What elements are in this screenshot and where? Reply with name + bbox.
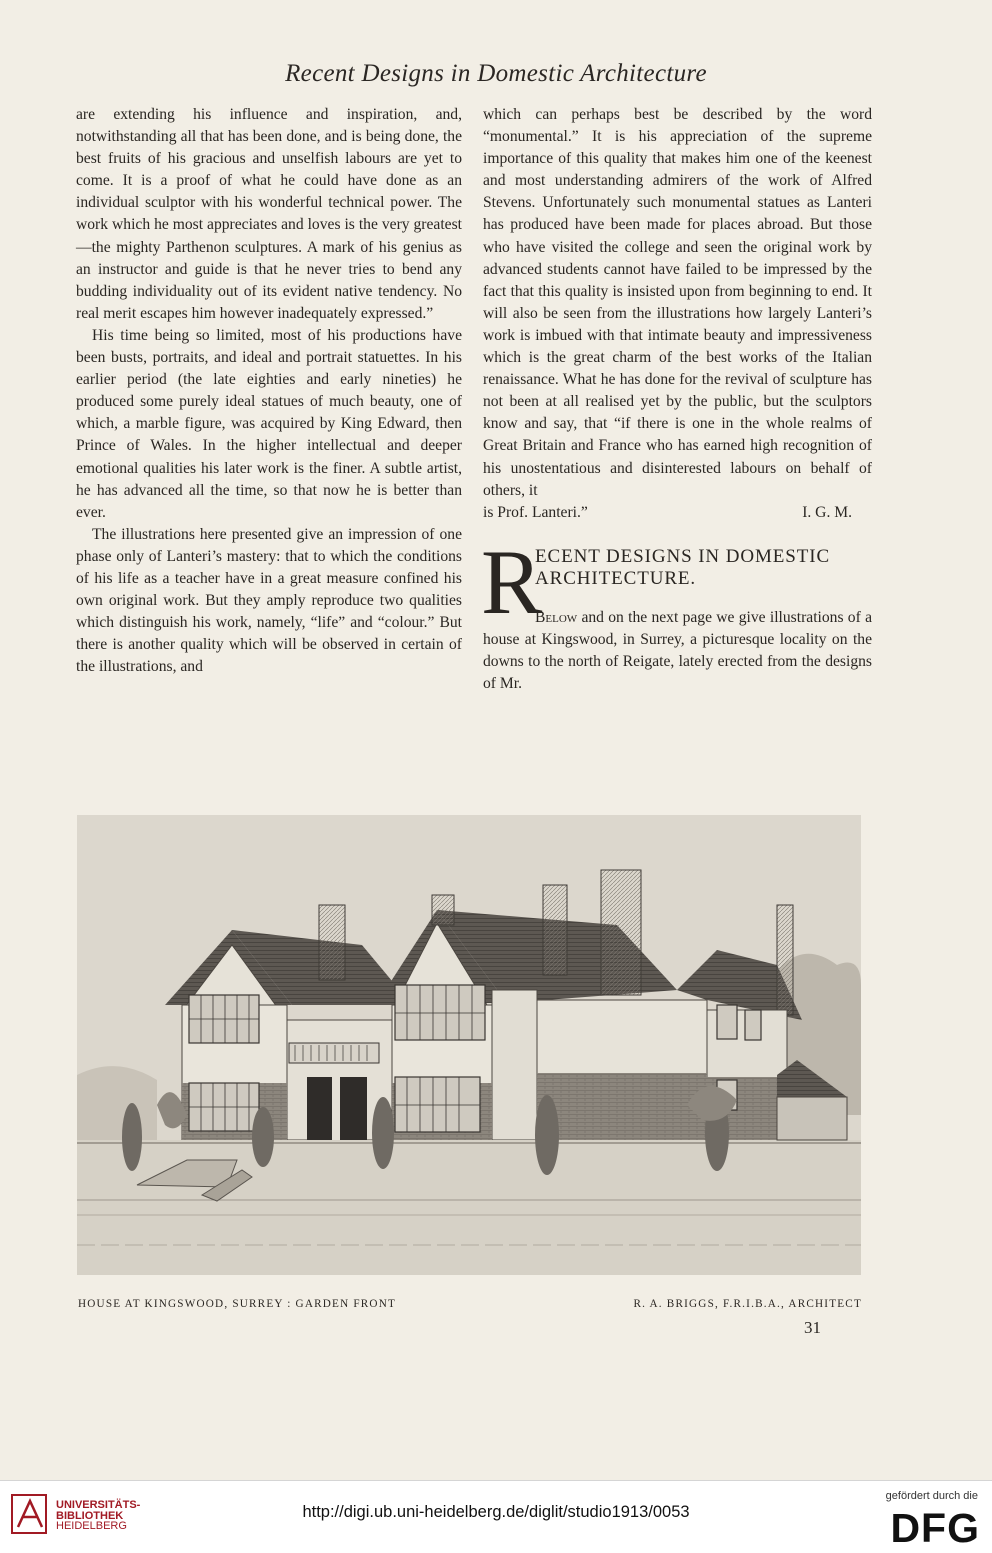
left-column bbox=[76, 104, 462, 678]
intro-text: and on the next page we give illustrations of a house at Kingswood, in Surrey, a picturesque locality on the downs to the north of Reigate, lately erected from the designs of Mr. bbox=[483, 608, 872, 693]
signature-line bbox=[483, 502, 872, 524]
figure-credit: R. A. BRIGGS, F.R.I.B.A., ARCHITECT bbox=[633, 1298, 862, 1310]
paragraph: The illustrations here presented give an impression of one phase only of Lanteri’s mastery: that to which the conditions of his life as a teacher have in a great measure confined his own original work. But they amply reproduce two qualities which distinguish his work, namely, “life” and “colour.” But there is another quality which will be observed in certain of the illustrations, and bbox=[76, 525, 462, 676]
page-number: 31 bbox=[804, 1318, 821, 1337]
source-link[interactable]: http://digi.ub.uni-heidelberg.de/diglit/studio1913/0053 bbox=[302, 1503, 690, 1521]
author-initials: I. G. M. bbox=[802, 503, 852, 521]
library-name: UNIVERSITÄTS- BIBLIOTHEK HEIDELBERG bbox=[56, 1499, 141, 1532]
dfg-logo: DFG bbox=[890, 1505, 980, 1551]
house-illustration bbox=[77, 815, 861, 1275]
heading-line-2: ARCHITECTURE. bbox=[535, 567, 697, 589]
paragraph: are extending his influence and inspiration, and, notwithstanding all that has been done, and is being done, the best fruits of his gracious and unselfish labours are yet to come. It is a proof of what he could have done as an individual sculptor with his wonderful technical power. The work which he most appreciates and loves is the very greatest—the mighty Parthenon sculptures. A mark of his genius as an instructor and guide is that he never tries to bend any budding individuality out of its evident native tendency. No real merit escapes him however inadequately expressed.” bbox=[76, 106, 462, 322]
running-head: Recent Designs in Domestic Architecture bbox=[285, 60, 707, 87]
paragraph: which can perhaps best be described by the word “monumental.” It is his appreciation of the supreme importance of this quality that makes him one of the keenest and most understanding admirers of the work of Alfred Stevens. Unfortunately such monumental statues as Lanteri has produced have been made for places abroad. But those who have visited the college and seen the original work by advanced students cannot have failed to be impressed by the fact that this quality is insisted upon from beginning to end. It will also be seen from the illustrations how largely Lanteri’s work is imbued with that intimate beauty and impressiveness which is the great charm of the best works of the Italian renaissance. What he has done for the revival of sculpture has not been at all realised yet by the public, but the sculptors know and say, that “if there is one in the whole realms of Great Britain and France who has earned high recognition of his unostentatious and disinterested labours on behalf of others, it bbox=[483, 106, 872, 499]
digitization-footer bbox=[0, 1480, 992, 1553]
article-heading bbox=[481, 530, 872, 693]
closing-text: is Prof. Lanteri.” bbox=[483, 503, 588, 521]
funding-label: gefördert durch die bbox=[885, 1490, 978, 1502]
figure-caption: HOUSE AT KINGSWOOD, SURREY : GARDEN FRONT bbox=[78, 1298, 397, 1310]
drop-cap: R bbox=[481, 530, 543, 633]
right-column bbox=[481, 104, 872, 693]
house-drawing bbox=[77, 815, 861, 1275]
article-intro bbox=[483, 607, 872, 695]
heading-line-1: ECENT DESIGNS IN DOMESTIC bbox=[535, 545, 831, 567]
paragraph: His time being so limited, most of his productions have been busts, portraits, and ideal and portrait statuettes. In his earlier period (the late eighties and early nineties) he produced some purely ideal statues of much beauty, one of which, a marble figure, was acquired by King Edward, then Prince of Wales. In the higher intellectual and deeper emotional qualities his later work is the finer. A subtle artist, he has advanced all the time, so that now he is better than ever. bbox=[76, 326, 462, 521]
lead-word: Below bbox=[535, 608, 578, 626]
